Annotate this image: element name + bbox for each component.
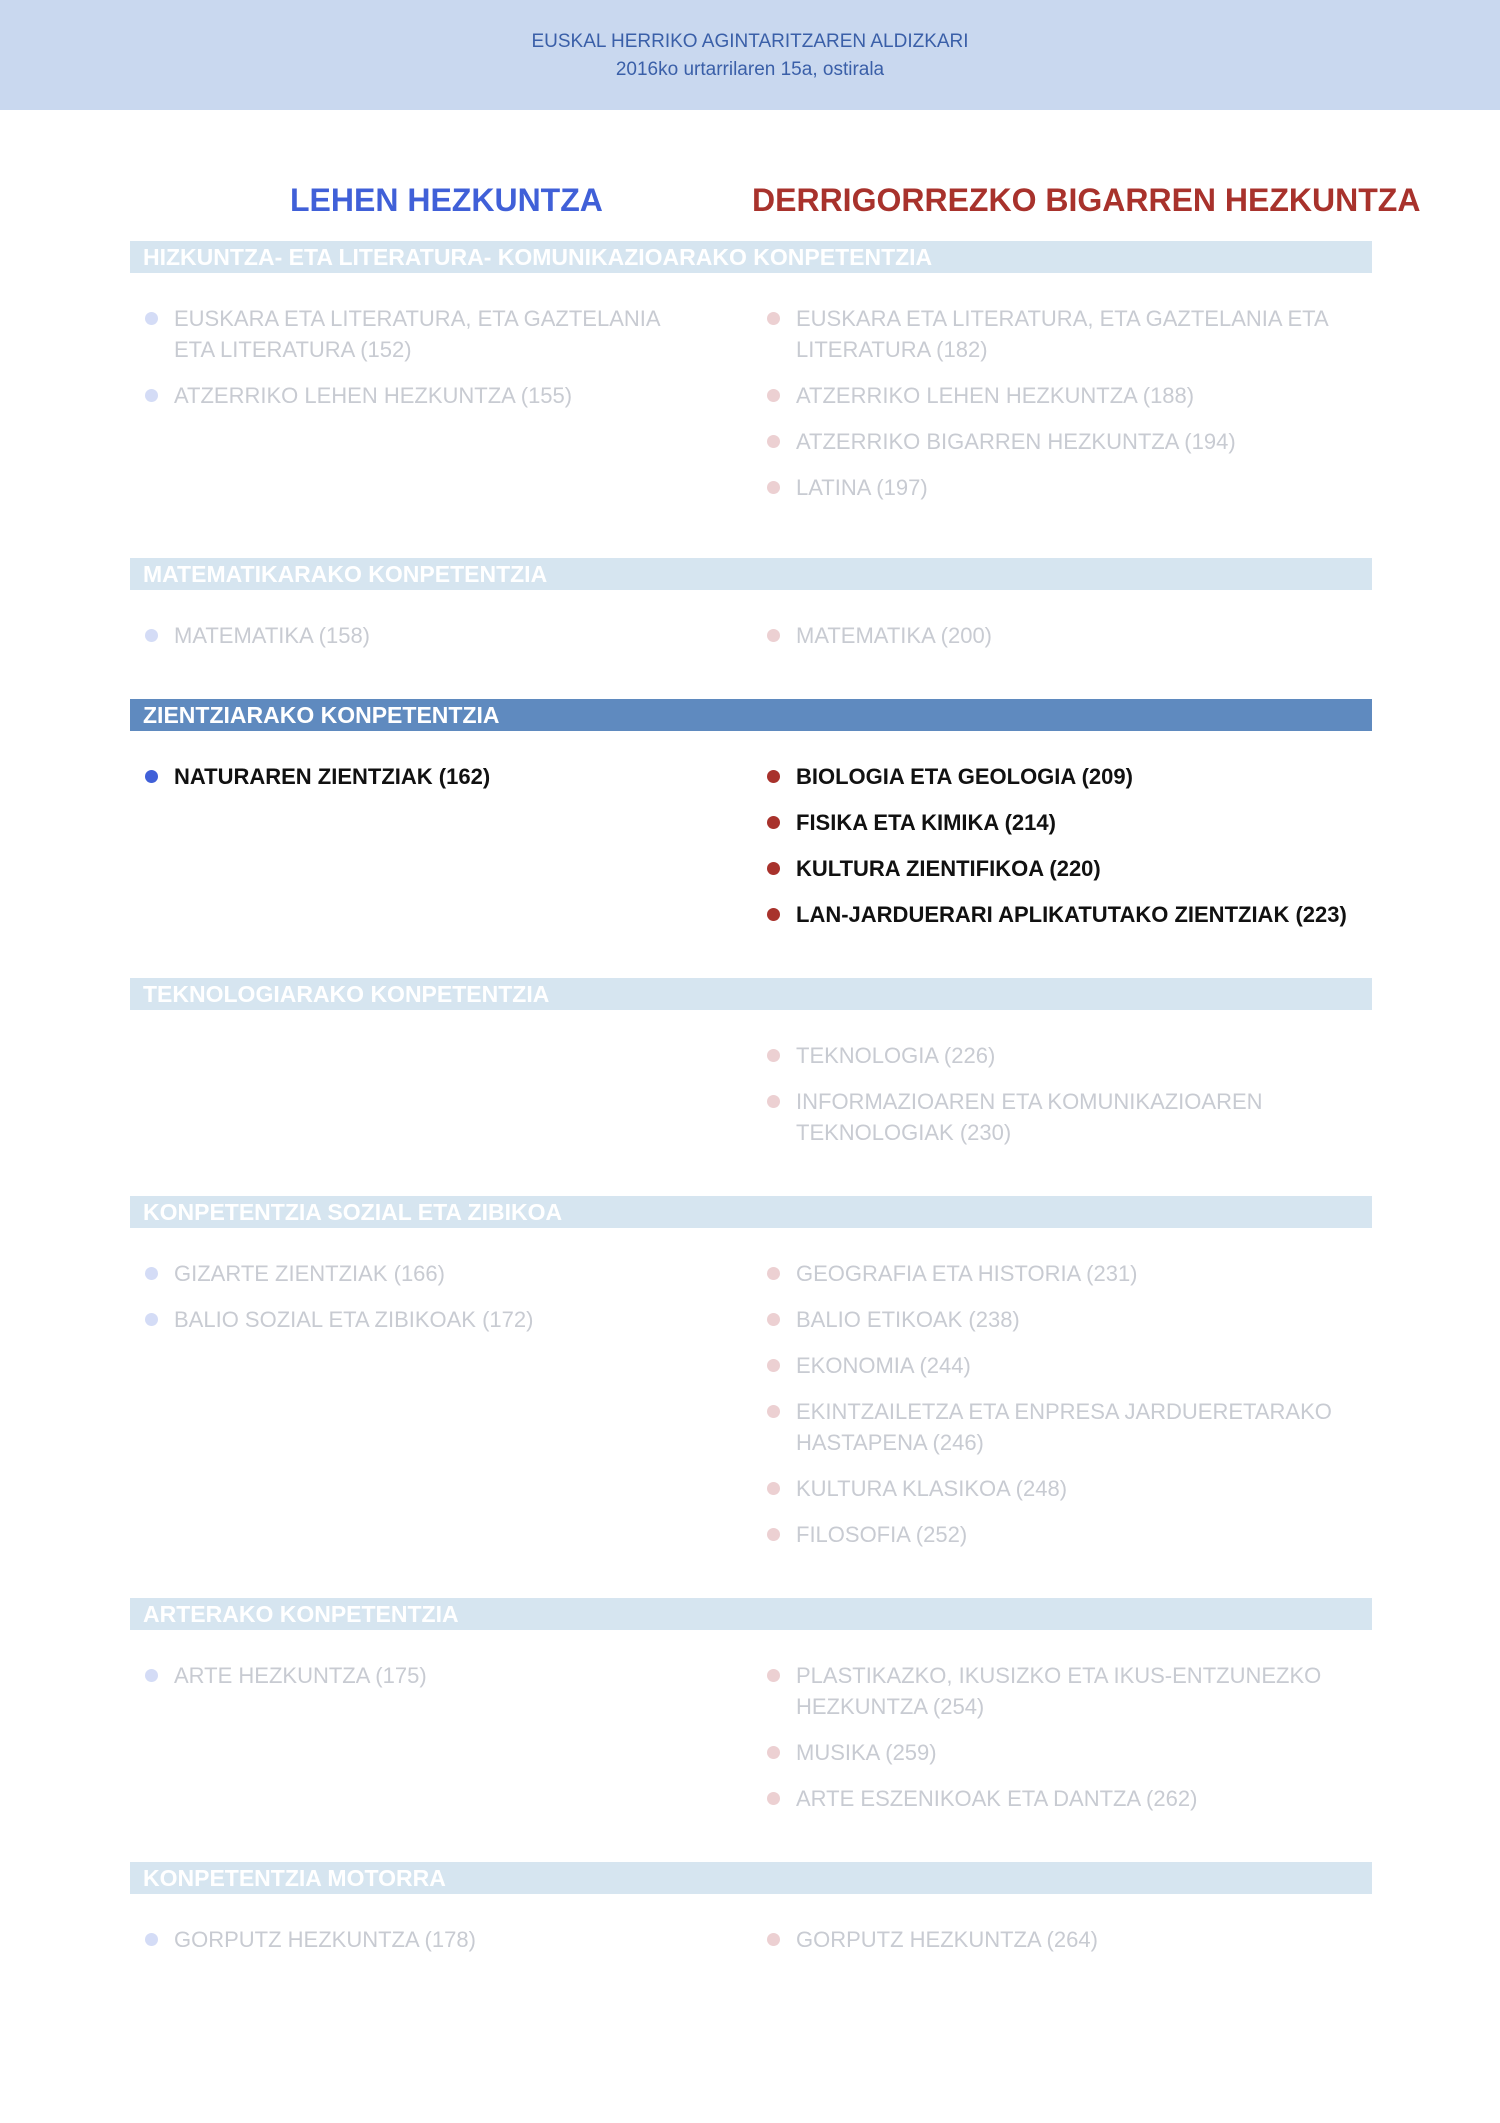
bullet-icon (767, 770, 780, 783)
section-title: KONPETENTZIA MOTORRA (130, 1862, 1372, 1894)
subject-label: ATZERRIKO BIGARREN HEZKUNTZA (194) (796, 429, 1236, 454)
section-language (130, 241, 1372, 500)
secondary-subject-list (767, 761, 1367, 945)
subject-label: EUSKARA ETA LITERATURA, ETA GAZTELANIA ETA LITERATURA (152) (174, 306, 660, 362)
subject-item (767, 1086, 1367, 1148)
bullet-icon (767, 481, 780, 494)
bullet-icon (145, 770, 158, 783)
bullet-icon (145, 1669, 158, 1682)
subject-item (145, 1924, 705, 1955)
bullet-icon (767, 1405, 780, 1418)
secondary-subject-list (767, 1924, 1367, 1970)
bullet-icon (145, 1313, 158, 1326)
subject-item (767, 1304, 1367, 1335)
bullet-icon (767, 1792, 780, 1805)
bullet-icon (767, 1482, 780, 1495)
section-motor (130, 1862, 1372, 1952)
subject-item (767, 1350, 1367, 1381)
column-title-secondary: DERRIGORREZKO BIGARREN HEZKUNTZA (752, 182, 1421, 218)
secondary-subject-list (767, 620, 1367, 666)
subject-item (145, 303, 705, 365)
subject-item (767, 1396, 1367, 1458)
subject-item (767, 807, 1367, 838)
primary-subject-list (145, 1258, 705, 1350)
subject-label: NATURAREN ZIENTZIAK (162) (174, 764, 491, 789)
subject-label: BALIO ETIKOAK (238) (796, 1307, 1020, 1332)
bullet-icon (767, 908, 780, 921)
section-art (130, 1598, 1372, 1811)
secondary-subject-list (767, 1660, 1367, 1829)
section-mathematics (130, 558, 1372, 648)
primary-subject-list (145, 761, 705, 807)
primary-subject-list (145, 620, 705, 666)
bullet-icon (767, 1313, 780, 1326)
subject-item (145, 1304, 705, 1335)
subject-label: FILOSOFIA (252) (796, 1522, 968, 1547)
section-title: ARTERAKO KONPETENTZIA (130, 1598, 1372, 1630)
subject-label: ATZERRIKO LEHEN HEZKUNTZA (155) (174, 383, 573, 408)
secondary-subject-list (767, 1040, 1367, 1163)
bullet-icon (145, 389, 158, 402)
bullet-icon (145, 1933, 158, 1946)
bullet-icon (767, 1267, 780, 1280)
subject-item (145, 1660, 705, 1691)
bullet-icon (767, 312, 780, 325)
subject-item (767, 1040, 1367, 1071)
secondary-subject-list (767, 1258, 1367, 1565)
subject-item (145, 380, 705, 411)
subject-label: GORPUTZ HEZKUNTZA (264) (796, 1927, 1098, 1952)
section-title: MATEMATIKARAKO KONPETENTZIA (130, 558, 1372, 590)
subject-item (767, 620, 1367, 651)
subject-item (767, 426, 1367, 457)
bullet-icon (767, 816, 780, 829)
column-title-primary: LEHEN HEZKUNTZA (290, 182, 603, 218)
subject-item (767, 303, 1367, 365)
subject-label: TEKNOLOGIA (226) (796, 1043, 996, 1068)
section-title: KONPETENTZIA SOZIAL ETA ZIBIKOA (130, 1196, 1372, 1228)
secondary-subject-list (767, 303, 1367, 518)
section-title: TEKNOLOGIARAKO KONPETENTZIA (130, 978, 1372, 1010)
subject-item (145, 620, 705, 651)
section-technology (130, 978, 1372, 1145)
section-social-civic (130, 1196, 1372, 1547)
gazette-date: 2016ko urtarrilaren 15a, ostirala (615, 59, 885, 80)
subject-label: BIOLOGIA ETA GEOLOGIA (209) (796, 764, 1133, 789)
subject-label: MATEMATIKA (158) (174, 623, 371, 648)
subject-item (767, 1519, 1367, 1550)
subject-label: MUSIKA (259) (796, 1740, 937, 1765)
primary-subject-list (145, 1924, 705, 1970)
subject-item (767, 1924, 1367, 1955)
section-title: ZIENTZIARAKO KONPETENTZIA (130, 699, 1372, 731)
bullet-icon (767, 1669, 780, 1682)
subject-label: ATZERRIKO LEHEN HEZKUNTZA (188) (796, 383, 1195, 408)
subject-label: ARTE HEZKUNTZA (175) (174, 1663, 427, 1688)
subject-label: INFORMAZIOAREN ETA KOMUNIKAZIOAREN TEKNOLOGIAK (230) (796, 1089, 1263, 1145)
subject-item (767, 380, 1367, 411)
subject-label: BALIO SOZIAL ETA ZIBIKOAK (172) (174, 1307, 534, 1332)
subject-label: EKONOMIA (244) (796, 1353, 971, 1378)
subject-item (767, 1258, 1367, 1289)
subject-item (767, 1473, 1367, 1504)
bullet-icon (767, 862, 780, 875)
subject-item (767, 1737, 1367, 1768)
subject-item (767, 853, 1367, 884)
subject-label: LAN-JARDUERARI APLIKATUTAKO ZIENTZIAK (223) (796, 902, 1347, 927)
subject-item (145, 761, 705, 792)
primary-subject-list (145, 303, 705, 426)
gazette-title: EUSKAL HERRIKO AGINTARITZAREN ALDIZKARI (531, 31, 969, 52)
subject-label: GEOGRAFIA ETA HISTORIA (231) (796, 1261, 1138, 1286)
bullet-icon (767, 1095, 780, 1108)
bullet-icon (767, 1746, 780, 1759)
subject-label: FISIKA ETA KIMIKA (214) (796, 810, 1056, 835)
subject-item (767, 472, 1367, 503)
subject-label: ARTE ESZENIKOAK ETA DANTZA (262) (796, 1786, 1198, 1811)
gazette-header (0, 0, 1500, 110)
subject-label: KULTURA KLASIKOA (248) (796, 1476, 1068, 1501)
subject-label: EUSKARA ETA LITERATURA, ETA GAZTELANIA ETA LITERATURA (182) (796, 306, 1328, 362)
bullet-icon (767, 435, 780, 448)
bullet-icon (767, 629, 780, 642)
bullet-icon (767, 389, 780, 402)
subject-item (767, 761, 1367, 792)
subject-label: EKINTZAILETZA ETA ENPRESA JARDUERETARAKO HASTAPENA (246) (796, 1399, 1332, 1455)
subject-item (767, 899, 1367, 930)
subject-item (145, 1258, 705, 1289)
section-title: HIZKUNTZA- ETA LITERATURA- KOMUNIKAZIOARAKO KONPETENTZIA (130, 241, 1372, 273)
subject-label: LATINA (197) (796, 475, 928, 500)
subject-item (767, 1660, 1367, 1722)
section-science (130, 699, 1372, 927)
subject-label: PLASTIKAZKO, IKUSIZKO ETA IKUS-ENTZUNEZKO HEZKUNTZA (254) (796, 1663, 1322, 1719)
bullet-icon (767, 1359, 780, 1372)
subject-item (767, 1783, 1367, 1814)
bullet-icon (145, 629, 158, 642)
subject-label: GIZARTE ZIENTZIAK (166) (174, 1261, 445, 1286)
bullet-icon (767, 1528, 780, 1541)
subject-label: MATEMATIKA (200) (796, 623, 993, 648)
bullet-icon (767, 1933, 780, 1946)
subject-label: GORPUTZ HEZKUNTZA (178) (174, 1927, 476, 1952)
bullet-icon (145, 1267, 158, 1280)
bullet-icon (767, 1049, 780, 1062)
bullet-icon (145, 312, 158, 325)
primary-subject-list (145, 1660, 705, 1706)
subject-label: KULTURA ZIENTIFIKOA (220) (796, 856, 1101, 881)
